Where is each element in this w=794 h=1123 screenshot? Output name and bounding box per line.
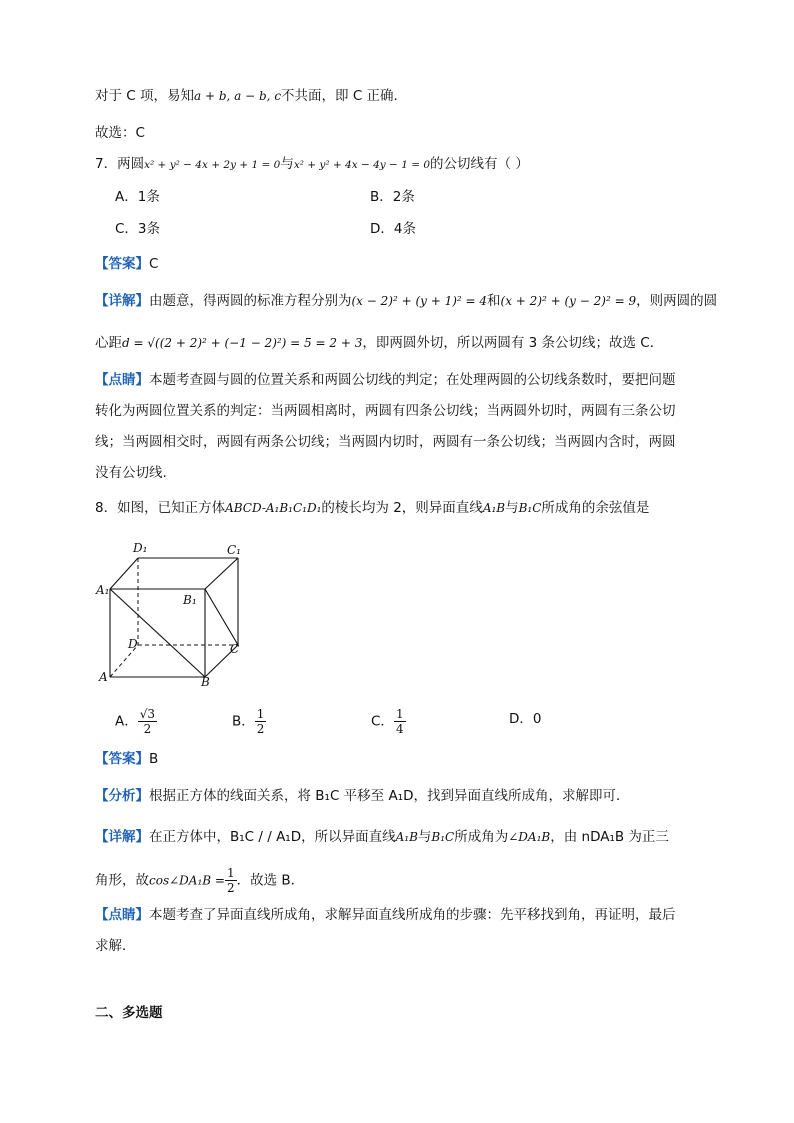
q7-stem-prefix: 7．两圆 <box>95 156 145 172</box>
q7-option-d: D．4条 <box>370 221 416 237</box>
q8-cos-num: 1 <box>226 866 235 880</box>
label-c: C <box>230 642 240 656</box>
q8-detail-e: ．故选 B． <box>236 872 305 889</box>
q7-answer <box>95 254 158 274</box>
q8-cube-name: ABCD-A₁B₁C₁D₁ <box>225 501 322 515</box>
q7-answer-value: C <box>149 256 159 272</box>
q8-detail-tag: 【详解】 <box>95 829 149 845</box>
q7-comment-line1 <box>95 370 676 390</box>
q8-analysis-tag: 【分析】 <box>95 788 149 804</box>
q8-analysis-text: 根据正方体的线面关系，将 B₁C 平移至 A₁D，找到异面直线所成角，求解即可． <box>149 788 630 804</box>
q8-option-d <box>509 709 542 729</box>
q8-option-d-value: 0 <box>532 711 542 727</box>
q8-option-c-fraction <box>394 707 406 736</box>
q8-option-b-fraction <box>255 707 267 736</box>
edge-a1d1 <box>110 558 138 589</box>
q7-eq1: (x − 2)² + (y + 1)² = 4 <box>351 294 488 308</box>
q6-choice: 故选：C <box>95 125 145 141</box>
label-b: B <box>201 675 210 689</box>
q7-circle2: x² + y² + 4x − 4y − 1 = 0 <box>293 159 431 171</box>
q7-detail-line1 <box>95 291 717 311</box>
q7-comment-line4: 没有公切线. <box>95 465 167 481</box>
section-heading: 二、多选题 <box>95 1005 163 1021</box>
q8-detail-line2 <box>95 866 304 895</box>
label-b1: B₁ <box>183 593 197 607</box>
q8-option-a-num: √3 <box>139 707 156 721</box>
q8-detail-line1 <box>95 827 669 847</box>
q7-detail-c: 心距 <box>95 335 122 351</box>
q8-detail-d: 角形，故 <box>95 872 149 889</box>
q8-option-c-den: 4 <box>395 722 404 736</box>
q6-vectors: a + b, a − b, c <box>194 89 282 103</box>
label-d: D <box>128 637 138 651</box>
q8-comment-text1: 本题考查了异面直线所成角，求解异面直线所成角的步骤：先平移找到角，再证明，最后 <box>149 907 676 923</box>
q8-detail-a: 在正方体中，B₁C / / A₁D，所以异面直线 <box>149 829 396 845</box>
q8-stem <box>95 498 649 518</box>
q7-circle1: x² + y² − 4x + 2y + 1 = 0 <box>144 159 281 171</box>
q7-option-b: B．2条 <box>370 189 415 205</box>
q8-option-c-letter: C． <box>371 713 394 730</box>
q8-stem-a: 8．如图，已知正方体 <box>95 500 226 516</box>
q8-detail-line1-ref: A₁B <box>395 830 418 844</box>
cube-figure <box>92 535 252 695</box>
q7-comment-line2: 转化为两圆位置关系的判定：当两圆相离时，两圆有四条公切线；当两圆外切时，两圆有三条公切 <box>95 403 676 419</box>
q7-eq2: (x + 2)² + (y − 2)² = 9 <box>500 294 637 308</box>
q8-detail-b: 所成角为 <box>454 829 509 845</box>
q8-option-d-letter: D． <box>509 711 533 727</box>
q7-comment-text1: 本题考查圆与圆的位置关系和两圆公切线的判定；在处理两圆的公切线条数时，要把问题 <box>149 372 676 388</box>
q7-distance: d = √((2 + 2)² + (−1 − 2)²) = 5 = 2 + 3 <box>122 336 363 350</box>
q7-stem <box>95 154 529 175</box>
q8-option-a-letter: A． <box>115 713 138 730</box>
q8-stem-c: 与 <box>505 500 519 516</box>
q7-detail-and: 和 <box>487 293 501 309</box>
q8-option-a-den: 2 <box>143 722 152 736</box>
q8-detail-c: ，由 nDA₁B 为正三 <box>550 829 669 845</box>
q8-option-c <box>371 707 406 736</box>
q8-option-b-num: 1 <box>256 707 265 721</box>
q8-option-b-den: 2 <box>256 722 265 736</box>
q8-stem-b: 的棱长均为 2，则异面直线 <box>321 500 483 516</box>
q7-option-c: C．3条 <box>115 221 161 237</box>
q8-option-c-num: 1 <box>395 707 404 721</box>
label-d1: D₁ <box>133 541 148 555</box>
q8-option-a <box>115 707 157 736</box>
q7-detail-b: ，则两圆的圆 <box>636 293 718 309</box>
q8-comment-tag: 【点睛】 <box>95 907 149 923</box>
q7-between: 与 <box>280 156 294 172</box>
q6-text-b: 不共面，即 C 正确. <box>281 88 398 104</box>
q6-conclusion <box>95 86 398 106</box>
q8-answer-value: B <box>149 751 159 767</box>
label-c1: C₁ <box>227 543 241 557</box>
q8-cos: cos∠DA₁B = <box>149 873 225 888</box>
q7-detail-a: 由题意，得两圆的标准方程分别为 <box>149 293 352 309</box>
q7-detail-line2 <box>95 333 663 353</box>
q7-detail-tag: 【详解】 <box>95 293 149 309</box>
q8-line1: A₁B <box>482 501 506 515</box>
q8-detail-line2-ref: B₁C <box>431 830 455 844</box>
q8-answer-tag: 【答案】 <box>95 751 149 767</box>
diagonal-b1c <box>205 589 238 645</box>
q7-answer-tag: 【答案】 <box>95 256 149 272</box>
q8-angle: ∠DA₁B <box>508 830 551 844</box>
q8-cos-den: 2 <box>226 881 235 895</box>
q7-option-a: A．1条 <box>115 189 160 205</box>
q8-comment-line1 <box>95 905 676 925</box>
q7-comment-line3: 线；当两圆相交时，两圆有两条公切线；当两圆内切时，两圆有一条公切线；当两圆内含时，两圆 <box>95 434 676 450</box>
q7-stem-suffix: 的公切线有（ ） <box>430 156 529 172</box>
q8-option-a-fraction <box>138 707 157 736</box>
q8-option-b-letter: B． <box>232 713 255 730</box>
q8-stem-d: 所成角的余弦值是 <box>541 500 650 516</box>
q8-comment-line2: 求解． <box>95 938 136 954</box>
q8-detail-yu: 与 <box>417 829 432 845</box>
label-a: A <box>99 670 108 684</box>
q8-answer <box>95 749 158 769</box>
q8-option-b <box>232 707 266 736</box>
q8-analysis <box>95 786 630 806</box>
q7-detail-d: ，即两圆外切，所以两圆有 3 条公切线；故选 C． <box>362 335 664 351</box>
q7-comment-tag: 【点睛】 <box>95 372 149 388</box>
q8-cos-fraction <box>225 866 237 895</box>
label-a1: A₁ <box>96 583 110 597</box>
edge-b1c1 <box>205 558 238 589</box>
q8-line2: B₁C <box>518 501 542 515</box>
q6-text-a: 对于 C 项，易知 <box>95 88 195 104</box>
